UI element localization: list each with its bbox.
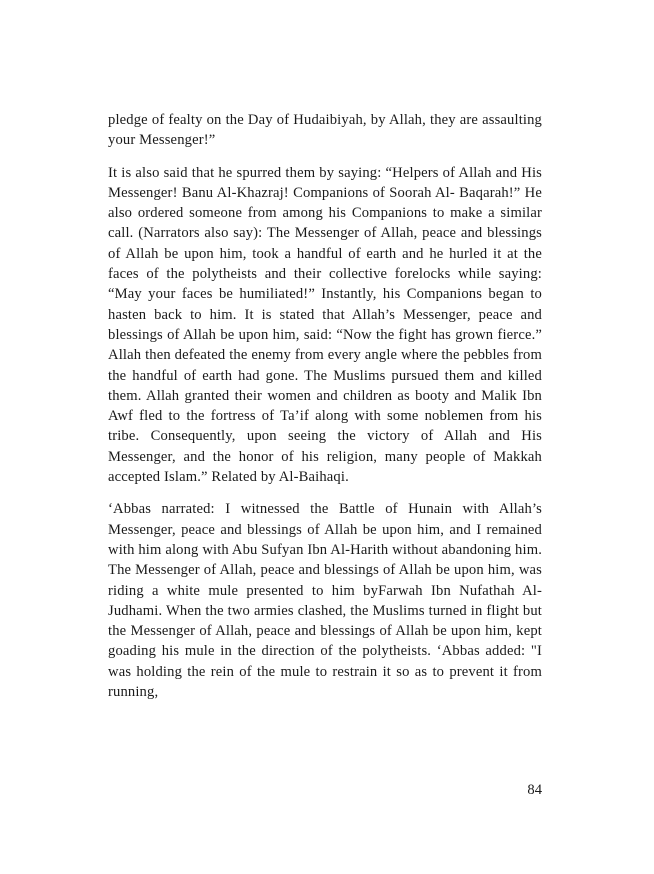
paragraph-2: It is also said that he spurred them by saying: “Helpers of Allah and His Messenger! Banu Al-Khazraj! Companions of Soorah Al- Baqarah!” He also ordered someone from among his Companions to make a similar call. (Narrators also say): The Messenger of Allah, peace and blessings of Allah be upon him, took a handful of earth and he hurled it at the faces of the polytheists and their collective forelocks while saying: “May your faces be humiliated!” Instantly, his Companions began to hasten back to him. It is stated that Allah’s Messenger, peace and blessings of Allah be upon him, said: “Now the fight has grown fierce.” Allah then defeated the enemy from every angle where the pebbles from the handful of earth had gone. The Muslims pursued them and killed them. Allah granted their women and children as booty and Malik Ibn Awf fled to the fortress of Ta’if along with some noblemen from his tribe. Consequently, upon seeing the victory of Allah and His Messenger, and the honor of his religion, many people of Makkah accepted Islam.” Related by Al-Baihaqi. [108, 164, 542, 486]
paragraph-1: pledge of fealty on the Day of Hudaibiyah, by Allah, they are assaulting your Messenger!” [108, 112, 542, 149]
page-body [108, 110, 542, 714]
page-number: 84 [527, 782, 542, 798]
paragraph-3: ‘Abbas narrated: I witnessed the Battle of Hunain with Allah’s Messenger, peace and blessings of Allah be upon him, and I remained with him along with Abu Sufyan Ibn Al-Harith without abandoning him. The Messenger of Allah, peace and blessings of Allah be upon him, was riding a white mule presented to him byFarwah Ibn Nufathah Al-Judhami. When the two armies clashed, the Muslims turned in flight but the Messenger of Allah, peace and blessings of Allah be upon him, kept goading his mule in the direction of the polytheists. ‘Abbas added: "I was holding the rein of the mule to restrain it so as to prevent it from running, [108, 501, 542, 701]
